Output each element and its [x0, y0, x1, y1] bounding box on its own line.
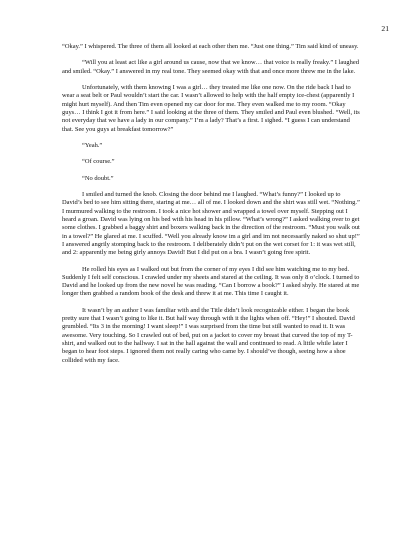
- paragraph: “No doubt.”: [82, 174, 114, 182]
- page-number: 21: [381, 24, 389, 33]
- paragraph: Unfortunately, with them knowing I was a girl… they treated me like one now. On the ride back I had to wear a seat belt or Paul wouldn’t start the car. I wasn’t allowed to help with the half empty ice-chest (apparently I might hurt myself). And then Tim even opened my car door for me. They even walked me to my room. “Okay guys… I think I got it from here.” I said looking at the three of them. They smiled and Paul even blushed. “Well, its not everyday that we have a lady in our company.” I’m a lady? That’s a first. I sighed. “I guess I can understand that. See you guys at breakfast tomorrow?”: [62, 84, 360, 133]
- body-text: [62, 43, 362, 365]
- paragraph: “Will you at least act like a girl around us cause, now that we know… that voice is really freaky.” I laughed and smiled. “Okay.” I answered in my real tone. They seemed okay with that and once more threw me in the lake.: [62, 59, 359, 75]
- paragraph: “Yeah.”: [82, 141, 103, 149]
- paragraph: I smiled and turned the knob. Closing the door behind me I laughed. “What’s funny?” I looked up to David’s bed to see him sitting there, staring at me… all of me. I looked down and the shirt was still wet. “Nothing.” I murmured walking to the restroom. I took a nice hot shower and wrapped a towel over myself. Stepping out I heard a groan. David was lying on his bed with his head in his pillow. “What’s wrong?” I asked walking over to get some clothes. I grabbed a baggy shirt and boxers walking back in the direction of the restroom. “Must you walk out in a towel?” He glared at me. I scuffed. “Well you already know im a girl and im not necessarily naked so shut up!” I answered angrily stomping back to the restroom. I deliberately didn’t put on the wet corset for 1: it was wet still, and 2: apparently me being girly annoys David! But I did put on a bra. I wasn’t going free spirit.: [62, 191, 360, 257]
- paragraph: He rolled his eyes as I walked out but from the corner of my eyes I did see him watching me to my bed. Suddenly I felt self conscious. I crawled under my sheets and stared at the ceiling. It was only 8 o’clock. I turned to David and he looked up from the new novel he was reading. “Can I borrow a book?” I asked shyly. He stared at me longer then grabbed a random book of the desk and threw it at me. This time I caught it.: [62, 265, 360, 298]
- paragraph: “Okay.” I whispered. The three of them all looked at each other then me. “Just one thing.” Tim said kind of uneasy.: [62, 43, 359, 50]
- paragraph: It wasn’t by an author I was familiar with and the Title didn’t look recognizable either. I began the book pretty sure that I wasn’t going to like it. But half way through with it the lights when off. “Hey!” I shouted. David grumbled. “Its 3 in the morning! I want sleep!” I was surprised from the time but still wanted to read it. It was awesome. Very touching. So I crawled out of bed, put on a jacket to cover my breast that curved the top of my T-shirt, and walked out to the hallway. I sat in the hall against the wall and continued to read. A little while later I began to hear foot steps. I ignored them not really caring who came by. I should’ve though, seeing how a shoe collided with my face.: [62, 306, 355, 364]
- paragraph: “Of course.”: [82, 158, 115, 166]
